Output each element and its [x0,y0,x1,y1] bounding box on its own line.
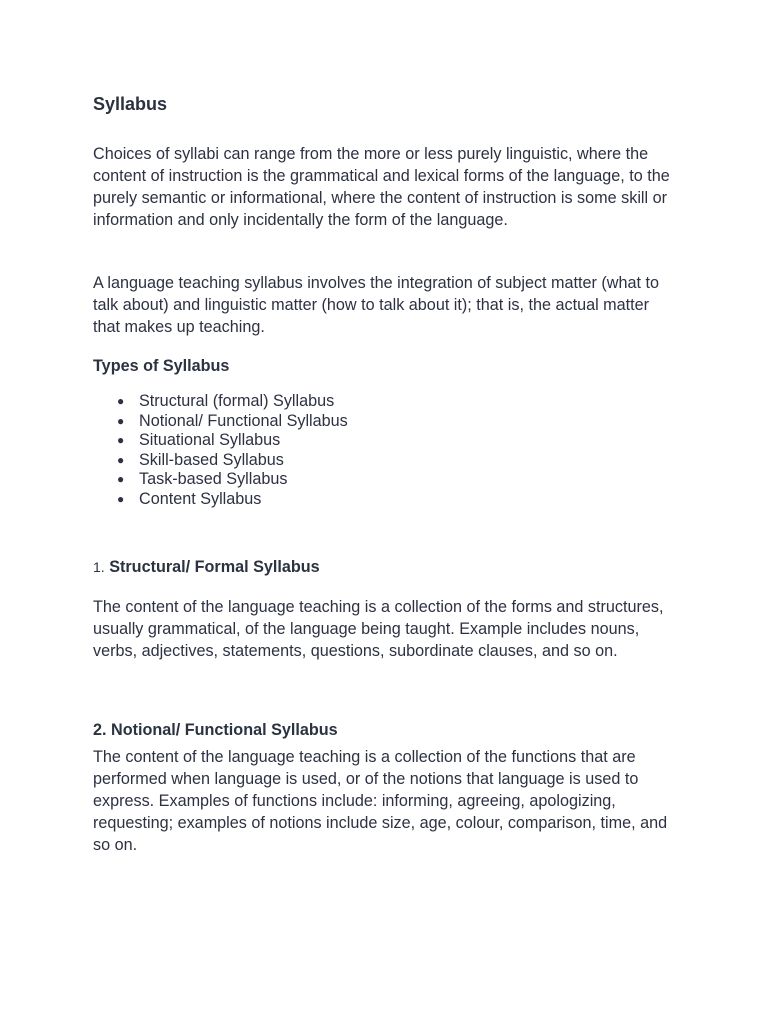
bullet-icon: ● [117,394,125,408]
section-2-heading [93,719,338,741]
types-list [93,392,348,510]
section-2-number: 2. [93,721,107,739]
list-item: ● Content Syllabus [117,489,262,508]
intro-paragraph-2: A language teaching syllabus involves the integration of subject matter (what to talk about) and linguistic matter (how to talk about it); that is, the actual matter that makes up teaching. [93,274,660,336]
bullet-icon: ● [117,433,125,448]
intro-paragraph-1: Choices of syllabi can range from the more or less purely linguistic, where the content of instruction is the grammatical and lexical forms of the language, to the purely semantic or informational, where the content of instruction is some skill or information and only incidentally the form of the language. [93,145,670,229]
list-item: ● Situational Syllabus [117,431,281,450]
bullet-icon: ● [117,491,125,506]
page-title: Syllabus [93,94,168,114]
section-1-number: 1. [93,559,105,575]
bullet-icon: ● [117,452,125,467]
section-2-title: Notional/ Functional Syllabus [111,721,338,739]
list-item: ● Skill-based Syllabus [117,450,284,469]
section-1-heading [93,556,320,578]
section-2-body: The content of the language teaching is a collection of the functions that are performed when language is used, or of the notions that language is used to express. Examples of functions include: informing, agreeing, apologizing, requesting; examples of notions include size, age, colour, comparison, time, and so on. [93,748,668,854]
section-1-body: The content of the language teaching is a collection of the forms and structures, usually grammatical, of the language being taught. Example includes nouns, verbs, adjectives, statements, questions, subordinate clauses, and so on. [93,598,664,660]
list-item: ● Task-based Syllabus [117,470,288,489]
bullet-icon: ● [117,472,125,487]
bullet-icon: ● [117,413,125,428]
section-1-title: Structural/ Formal Syllabus [109,558,320,576]
list-item: ● Structural (formal) Syllabus [117,392,335,410]
list-item: ● Notional/ Functional Syllabus [117,411,348,430]
types-heading: Types of Syllabus [93,357,230,375]
